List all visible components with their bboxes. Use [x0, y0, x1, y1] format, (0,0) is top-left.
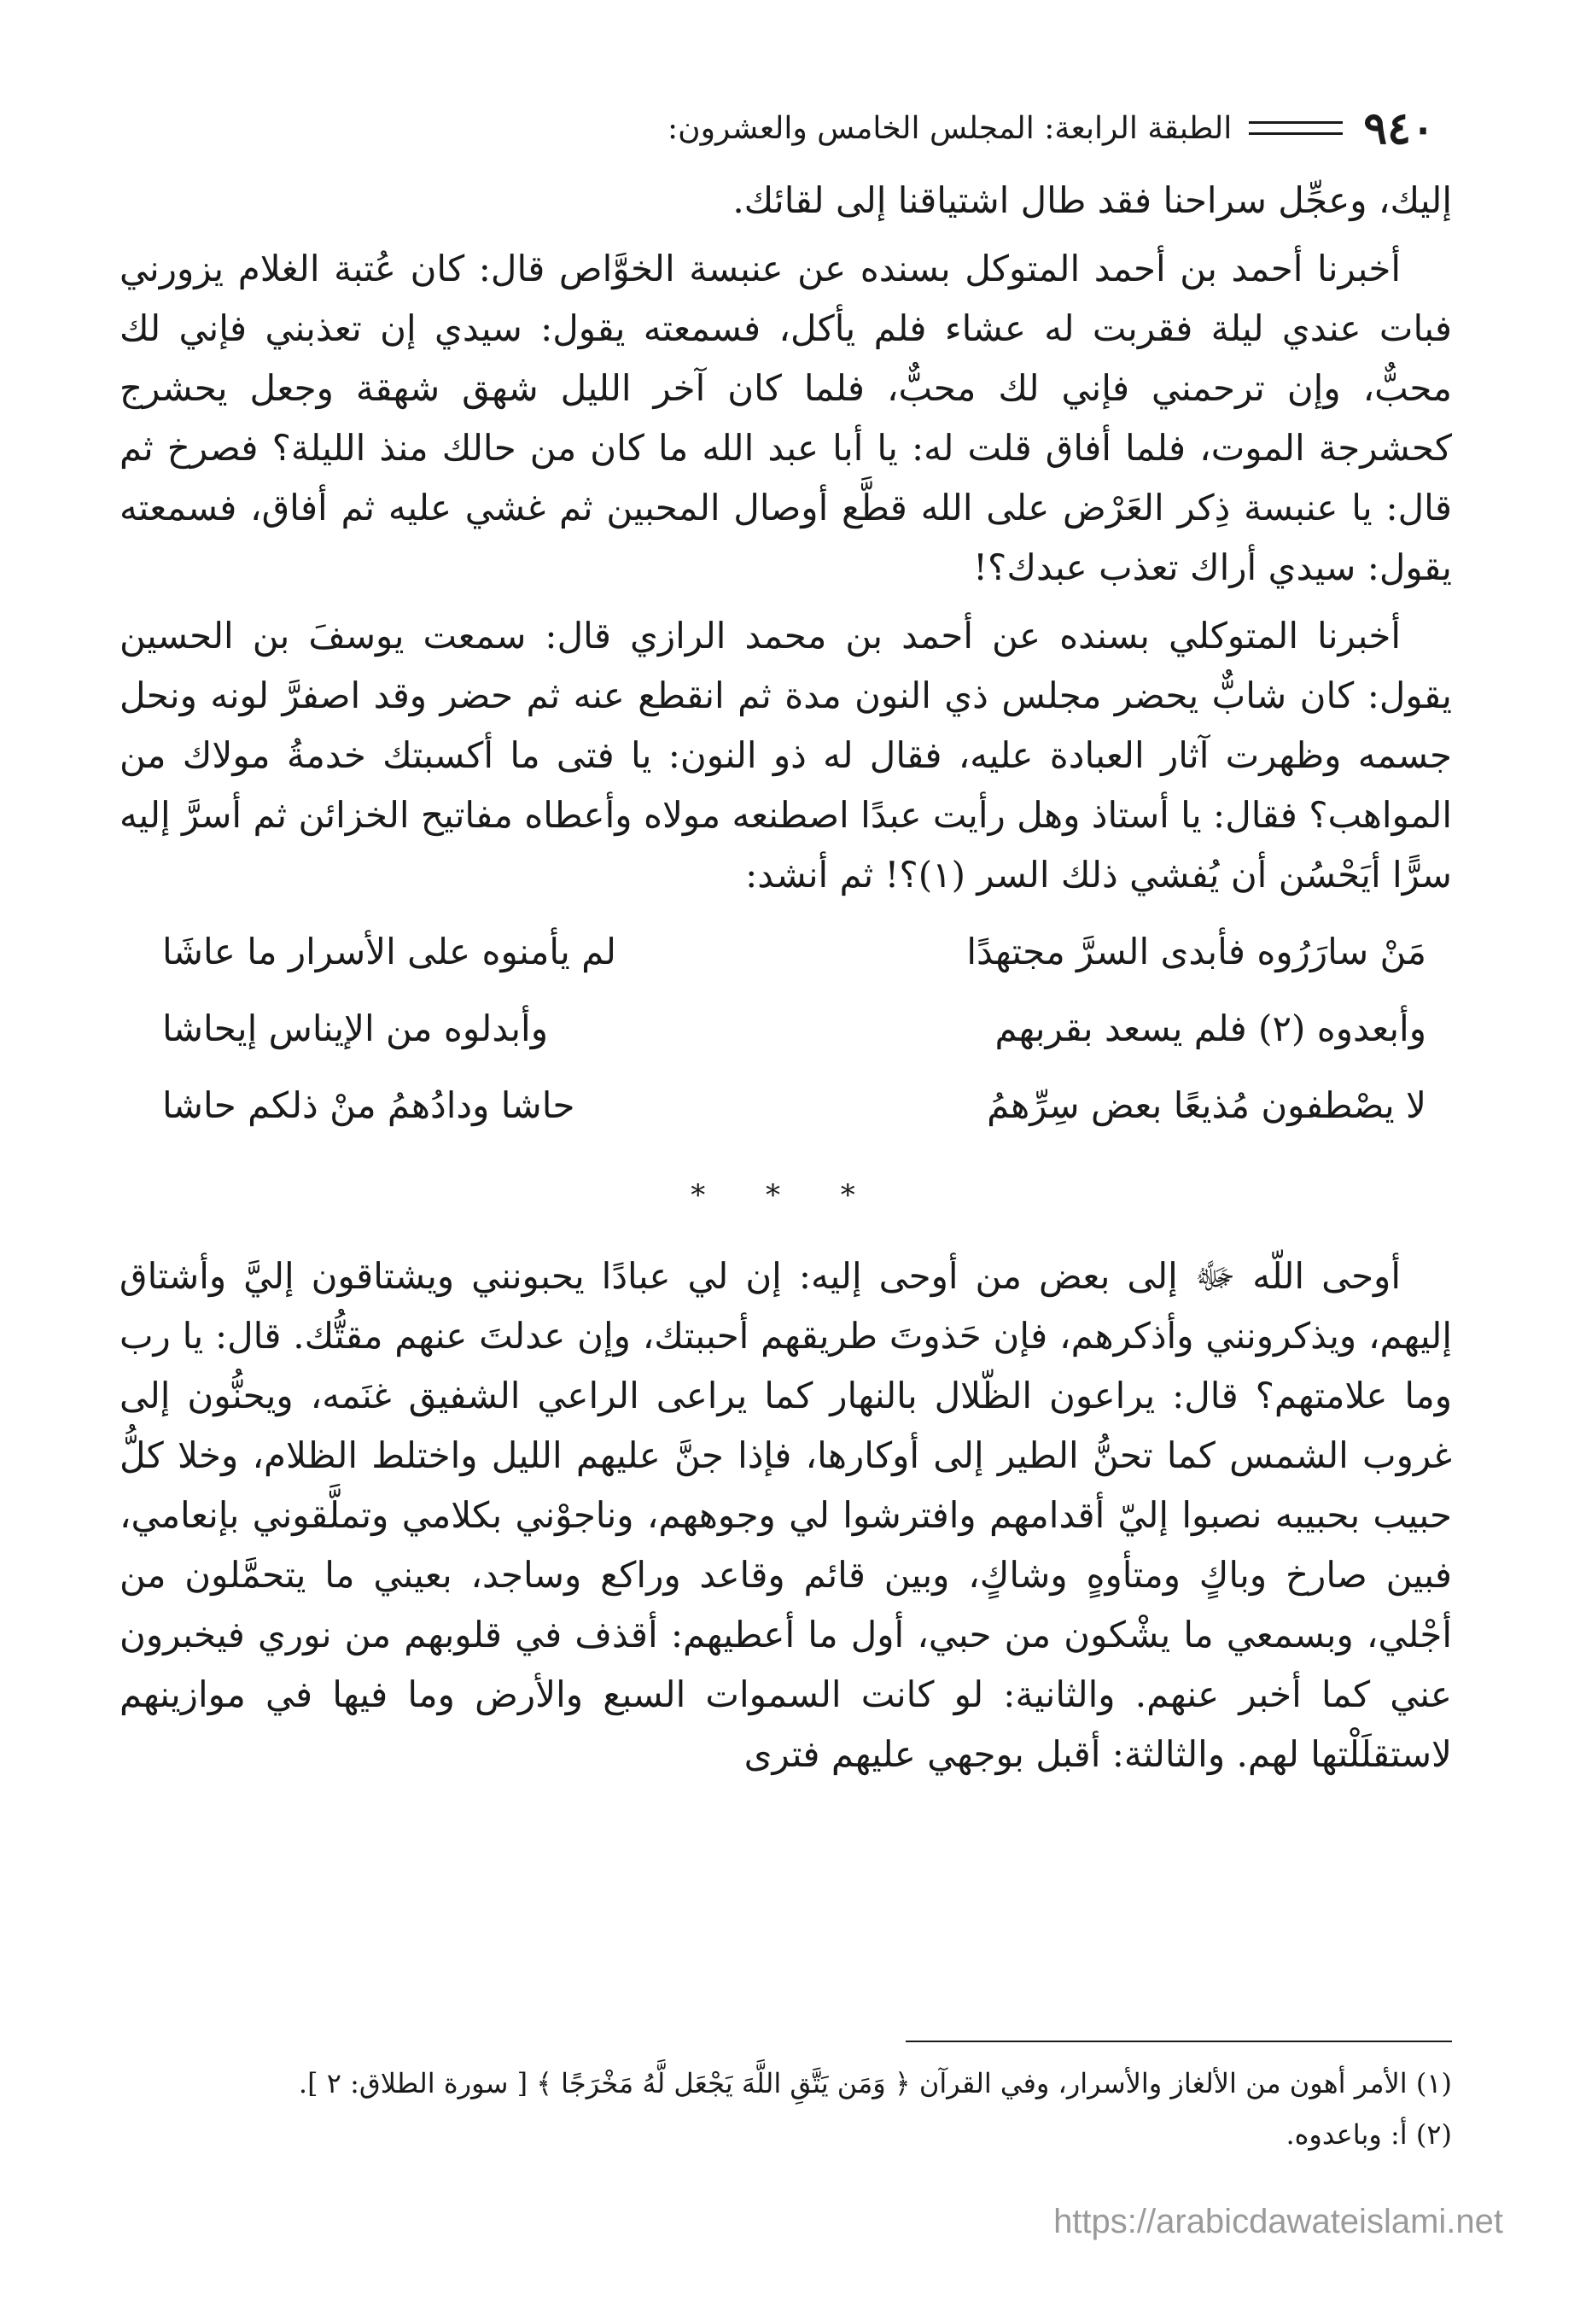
poem-verse [120, 1067, 1452, 1144]
watermark-url: https://arabicdawateislami.net [1053, 2203, 1503, 2240]
footnote-divider [906, 2041, 1452, 2042]
verse-second-hemistich: لم يأمنوه على الأسرار ما عاشَا [162, 931, 616, 972]
paragraph-dhun-nun-story: أخبرنا المتوكلي بسنده عن أحمد بن محمد الرازي قال: سمعت يوسفَ بن الحسين يقول: كان شابٌّ يحضر مجلس ذي النون مدة ثم انقطع عنه ثم حضر وقد اصفرَّ لونه ونحل جسمه وظهرت آثار العبادة عليه، فقال له ذو النون: يا فتى ما أكسبتك خدمةُ مولاك من المواهب؟ فقال: يا أستاذ وهل رأيت عبدًا اصطنعه مولاه وأعطاه مفاتيح الخزائن ثم أسرَّ إليه سرًّا أيَحْسُن أن يُفشي ذلك السر (١)؟! ثم أنشد: [120, 615, 1452, 896]
poem-verse [120, 990, 1452, 1067]
footnote-2: (٢) أ: وباعدوه. [1286, 2118, 1452, 2151]
poem-verse [120, 914, 1452, 990]
poem [120, 914, 1452, 1144]
verse-second-hemistich: وأبدلوه من الإيناس إيحاشا [162, 1007, 549, 1049]
page-header [120, 102, 1435, 154]
verse-first-hemistich: مَنْ سارَرُوه فأبدى السرَّ مجتهدًا [966, 931, 1426, 972]
verse-second-hemistich: حاشا ودادُهمُ منْ ذلكم حاشا [162, 1084, 575, 1126]
paragraph-continuation: إليك، وعجِّل سراحنا فقد طال اشتياقنا إلى لقائك. [732, 179, 1452, 221]
footnotes [120, 2058, 1452, 2160]
paragraph-utba-story: أخبرنا أحمد بن أحمد المتوكل بسنده عن عنبسة الخوَّاص قال: كان عُتبة الغلام يزورني فبات عندي ليلة فقربت له عشاء فلم يأكل، فسمعته يقول: سيدي إن تعذبني فإني لك محبٌّ، وإن ترحمني فإني لك محبٌّ، فلما كان آخر الليل شهق شهقة وجعل يحشرج كحشرجة الموت، فلما أفاق قلت له: يا أبا عبد الله ما كان من حالك منذ الليلة؟ فصرخ ثم قال: يا عنبسة ذِكر العَرْض على الله قطَّع أوصال المحبين ثم غشي عليه ثم أفاق، فسمعته يقول: سيدي أراك تعذب عبدك؟! [120, 248, 1453, 588]
header-rule [1249, 121, 1343, 135]
verse-first-hemistich: لا يصْطفون مُذيعًا بعض سِرِّهمُ [987, 1084, 1426, 1126]
section-separator: * * * [691, 1178, 881, 1212]
running-header-title: الطبقة الرابعة: المجلس الخامس والعشرون: [668, 110, 1233, 146]
page-number: ٩٤٠ [1363, 102, 1435, 155]
paragraph-divine-revelation: أوحى اللّه ﷻ إلى بعض من أوحى إليه: إن لي عبادًا يحبونني ويشتاقون إليَّ وأشتاق إليهم، ويذكرونني وأذكرهم، فإن حَذوتَ طريقهم أحببتك، وإن عدلتَ عنهم مقتُّك. قال: يا رب وما علامتهم؟ قال: يراعون الظّلال بالنهار كما يراعى الراعي الشفيق غنَمه، ويحنُّون إلى غروب الشمس كما تحنُّ الطير إلى أوكارها، فإذا جنَّ عليهم الليل واختلط الظلام، وخلا كلُّ حبيب بحبيبه نصبوا إليّ أقدامهم وافترشوا لي وجوههم، وناجوْني بكلامي وتملَّقوني بإنعامي، فبين صارخ وباكٍ ومتأوهٍ وشاكٍ، وبين قائم وقاعد وراكع وساجد، بعيني ما يتحمَّلون من أجْلي، وبسمعي ما يشْكون من حبي، أول ما أعطيهم: أقذف في قلوبهم من نوري فيخبرون عني كما أخبر عنهم. والثانية: لو كانت السموات السبع والأرض وما فيها في موازينهم لاستقلَلْتها لهم. والثالثة: أقبل بوجهي عليهم فترى [120, 1255, 1452, 1775]
footnote-1: (١) الأمر أهون من الألغاز والأسرار، وفي القرآن ﴿ وَمَن يَتَّقِ اللَّهَ يَجْعَل لَّهُ مَخْرَجًا ﴾ [ سورة الطلاق: ٢ ]. [298, 2067, 1452, 2099]
main-text [120, 171, 1452, 1793]
verse-first-hemistich: وأبعدوه (٢) فلم يسعد بقربهم [994, 1007, 1426, 1049]
